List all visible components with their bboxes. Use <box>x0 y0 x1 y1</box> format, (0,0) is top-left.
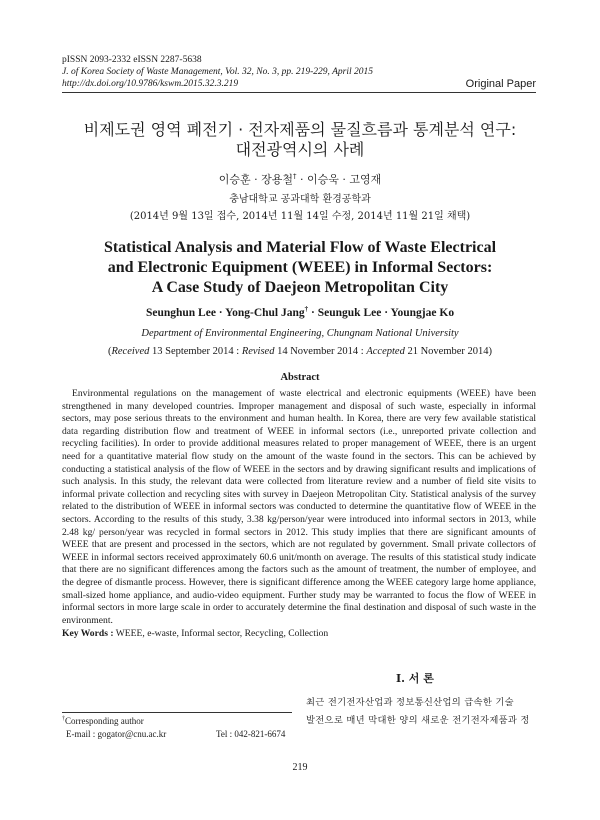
footnote-tel: Tel : 042-821-6674 <box>216 729 286 739</box>
revised-date: 14 November 2014 : <box>274 346 367 357</box>
keywords-label: Key Words : <box>62 628 114 639</box>
korean-title-line-2: 대전광역시의 사례 <box>235 140 365 159</box>
footnote-rule <box>62 712 292 713</box>
korean-authors-first: 이승훈 · 장용철 <box>218 173 293 186</box>
footnote-corresponding-label: Corresponding author <box>65 716 144 726</box>
english-authors-first: Seunghun Lee · Yong-Chul Jang <box>145 306 305 319</box>
english-affiliation: Department of Environmental Engineering, Chungnam National University <box>141 328 459 339</box>
footnote-corresponding <box>62 716 144 726</box>
journal-citation: J. of Korea Society of Waste Management, Vol. 32, No. 3, pp. 219-229, April 2015 <box>62 67 374 77</box>
korean-dates: (2014년 9월 13일 접수, 2014년 11월 14일 수정, 2014년 11월 21일 채택) <box>129 211 471 222</box>
received-date: 13 September 2014 : <box>149 346 242 357</box>
korean-authors <box>0 171 600 187</box>
introduction-line-2: 발전으로 매년 막대한 양의 새로운 전기전자제품과 정 <box>306 715 530 726</box>
corresponding-dagger: † <box>293 172 297 181</box>
revised-label: Revised <box>241 346 275 357</box>
english-title <box>0 238 600 298</box>
keywords-values: WEEE, e-waste, Informal sector, Recycling, Collection <box>113 628 329 639</box>
korean-title-line-1: 비제도권 영역 폐전기 · 전자제품의 물질흐름과 통계분석 연구: <box>83 120 517 139</box>
korean-affiliation: 충남대학교 공과대학 환경공학과 <box>229 194 371 205</box>
introduction-line-1: 최근 전기전자산업과 정보통신산업의 급속한 기술 <box>306 697 514 708</box>
abstract-heading: Abstract <box>280 372 320 383</box>
page-number: 219 <box>292 762 308 773</box>
section-heading-introduction: I. 서 론 <box>396 672 434 685</box>
korean-authors-rest: · 이승욱 · 고영재 <box>296 173 382 186</box>
introduction-text <box>306 694 536 730</box>
accepted-label: Accepted <box>366 346 405 357</box>
english-title-line-1: Statistical Analysis and Material Flow of Waste Electrical <box>103 239 497 256</box>
abstract-body: Environmental regulations on the management of waste electrical and electronic equipments (WEEE) have been strengthened in many developed countries. Improper management and disposal of such waste, especially in informal sectors, may pose serious threats to the environment and human health. In Korea, there are very few available statistical data regarding distribution flow and treatment of WEEE in informal sectors (i.e., unreported private collection and recycling facilities). In order to provide additional measures related to proper management of WEEE, there is an urgent need for a quantitative material flow study on the amount of the waste found in the sectors. This can be achieved by conducting a statistical analysis of the flow of WEEE in the sectors and by drawing significant results and implications of such analysis. In this study, the relevant data were collected from literature review and a number of field site visits to informal private collection and recycling sites with survey in Daejeon Metropolitan City. Statistical analysis of the survey related to the distribution of WEEE in informal sectors was conducted to determine the quantitative flow of WEEE in the sectors. According to the results of this study, 3.38 kg/person/year were introduced into informal sectors in 2013, while 2.48 kg/ person/year was recycled in formal sectors in 2012. This study implies that there are significant amounts of WEEE that are present and processed in the sectors, which are not regulated by government. Small private collectors of WEEE in informal sectors received approximately 60.6 unit/month on average. The results of this statistical study indicate that there are no significant differences among the factors such as the amount of treatment, the number of employee, and the degree of dismantle process. However, there is significant difference among the WEEE category large home appliance, small-sized home appliance, and audio-video equipment. Further study may be warranted to focus the flow of WEEE in informal sectors in more large scale in order to accurately determine the final destination and disposal of such waste in the environment. <box>62 388 536 626</box>
english-dates <box>0 346 600 357</box>
accepted-date: 21 November 2014) <box>404 346 493 357</box>
dates-open-paren: ( <box>107 346 112 357</box>
footnote-dagger: † <box>62 716 65 722</box>
corresponding-dagger-en: † <box>304 305 309 313</box>
footnote-email[interactable]: E-mail : gogator@cnu.ac.kr <box>66 729 167 739</box>
english-title-line-2: and Electronic Equipment (WEEE) in Informal Sectors: <box>107 259 493 276</box>
english-title-line-3: A Case Study of Daejeon Metropolitan City <box>151 279 449 296</box>
english-authors-rest: · Seunguk Lee · Youngjae Ko <box>308 306 455 319</box>
issn-line: pISSN 2093-2332 eISSN 2287-5638 <box>62 55 202 65</box>
doi-link[interactable]: http://dx.doi.org/10.9786/kswm.2015.32.3.219 <box>62 79 239 89</box>
korean-title <box>0 120 600 160</box>
header-rule <box>62 92 536 93</box>
article-type-badge: Original Paper <box>465 78 536 90</box>
english-authors <box>0 305 600 319</box>
keywords <box>62 628 536 639</box>
received-label: Received <box>111 346 150 357</box>
